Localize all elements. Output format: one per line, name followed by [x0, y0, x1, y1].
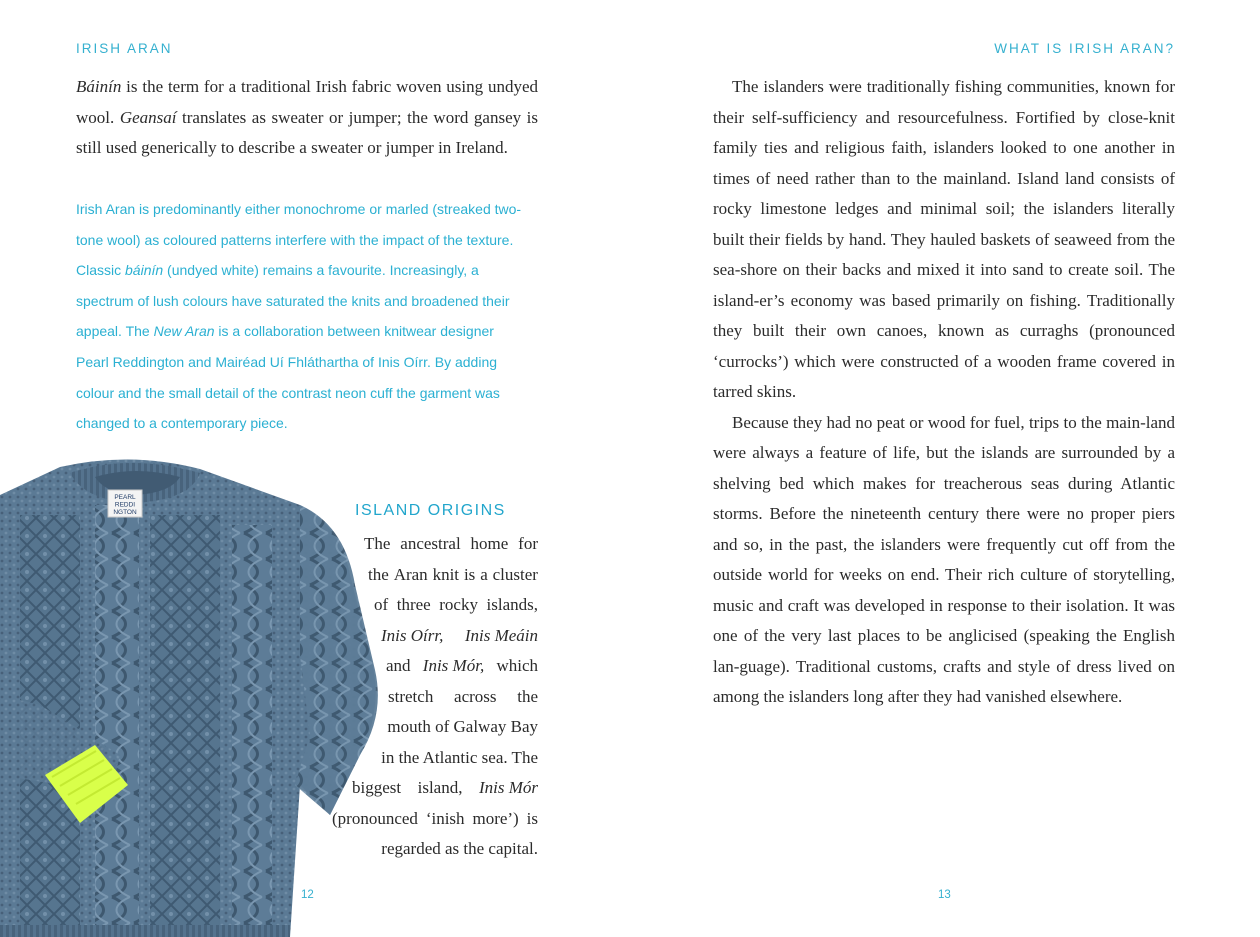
- word: in the Atlantic sea. The: [381, 747, 538, 767]
- word: which: [496, 656, 538, 675]
- right-body-text: [713, 72, 1175, 713]
- sidebar-note: [76, 194, 526, 439]
- word: knit: [432, 564, 460, 584]
- text-line: [386, 651, 538, 682]
- intro-text-2: translates as sweater or jumper; the word gansey is still used generically to describe a sweater or jumper in Ireland.: [76, 107, 539, 157]
- word: more’): [472, 808, 519, 828]
- word: and: [386, 656, 411, 675]
- word: The: [364, 534, 391, 553]
- text-line: [332, 804, 538, 835]
- text-line: [388, 682, 538, 713]
- term-bainin: Báinín: [76, 77, 122, 96]
- word: Inis Mór,: [422, 656, 485, 675]
- word: across: [454, 686, 497, 706]
- right-page: [630, 0, 1260, 937]
- sidebar-text-3: is a collaboration between knitwear designer Pearl Reddington and Mairéad Uí Fhláthartha of Inis Oírr. By adding colour and the small detail of the contrast neon cuff the garment was changed to a contemporary piece.: [76, 323, 500, 432]
- sidebar-text-2: (undyed white) remains a favourite. Increasingly, a spectrum of lush colours have saturated the knits and broadened their appeal. The: [76, 262, 510, 340]
- word: (pronounced: [332, 808, 418, 828]
- text-line: [316, 834, 538, 865]
- text-line: [368, 560, 538, 591]
- word: Inis Meáin: [464, 625, 538, 645]
- word: Inis Oírr,: [381, 625, 444, 645]
- text-line: [374, 590, 538, 621]
- text-line: [376, 743, 538, 774]
- label-line-1: PEARL: [114, 494, 136, 501]
- word: rocky: [439, 595, 478, 614]
- text-line: [364, 529, 538, 560]
- word: cluster: [492, 564, 538, 584]
- word: the: [517, 686, 538, 706]
- word: the: [368, 564, 389, 584]
- sidebar-term-bainin: báinín: [125, 262, 164, 279]
- text-line: [352, 773, 538, 804]
- body-paragraph-2: Because they had no peat or wood for fuel, trips to the main-land were always a feature of life, but the islands are surrounded by a shelving bed which makes for treacherous seas during Atlantic storms. Before the nineteenth century there were no proper piers and so, in the past, the islanders were frequently cut off from the outside world for weeks on end. Their rich culture of storytelling, music and craft was developed in response to their isolation. It was one of the very last places to be anglicised (speaking the English lan-guage). Traditional customs, crafts and style of dress lived on among the islanders long after they had vanished elsewhere.: [713, 412, 1175, 706]
- term-geansai: Geansaí: [119, 107, 177, 127]
- word: islands,: [486, 595, 538, 614]
- text-line: [381, 621, 538, 652]
- word: ancestral: [400, 534, 461, 553]
- word: regarded as the capital.: [381, 839, 538, 858]
- section-heading-island-origins: ISLAND ORIGINS: [355, 502, 506, 519]
- word: stretch: [388, 686, 434, 706]
- label-line-2: REDDI: [114, 501, 136, 509]
- aran-sweater-image: [0, 455, 380, 937]
- intro-text-1: is the term for a traditional Irish fabric woven using undyed wool.: [76, 77, 538, 127]
- word: of: [374, 595, 389, 614]
- page-number-right: 13: [938, 889, 951, 901]
- sidebar-text-1: Irish Aran is predominantly either monochrome or marled (streaked two-tone wool) as coloured patterns interfere with the impact of the texture. Classic: [76, 201, 522, 279]
- word: Aran: [393, 564, 428, 584]
- word: biggest: [352, 778, 402, 797]
- word: three: [396, 595, 431, 614]
- page-number-left: 12: [301, 889, 314, 901]
- word: Inis Mór: [478, 778, 538, 797]
- intro-paragraph: [76, 72, 538, 164]
- running-head-right: WHAT IS IRISH ARAN?: [994, 41, 1175, 56]
- word: ‘inish: [425, 808, 465, 828]
- word: mouth of Galway Bay: [387, 717, 538, 736]
- word: island,: [417, 778, 463, 797]
- label-line-3: NGTON: [113, 509, 137, 516]
- word: is: [463, 564, 476, 584]
- body-paragraph-1: The islanders were traditionally fishing communities, known for their self-sufficiency and resourcefulness. Fortified by close-knit family ties and religious faith, islanders looked to one another in times of need rather than to the mainland. Island land consists of rocky limestone ledges and minimal soil; the islanders literally built their fields by hand. They hauled baskets of seaweed from the sea-shore on their backs and mixed it into sand to create soil. The island-er’s economy was based primarily on fishing. Traditionally they built their own canoes, known as curraghs (pronounced ‘currocks’) which were constructed of a wooden frame covered in tarred skins.: [713, 77, 1175, 401]
- word: a: [480, 564, 488, 584]
- sidebar-term-new-aran: New Aran: [153, 323, 215, 340]
- running-head-left: IRISH ARAN: [76, 41, 173, 56]
- word: home: [470, 534, 509, 553]
- text-line: [388, 712, 538, 743]
- word: for: [518, 534, 538, 553]
- word: is: [526, 808, 538, 828]
